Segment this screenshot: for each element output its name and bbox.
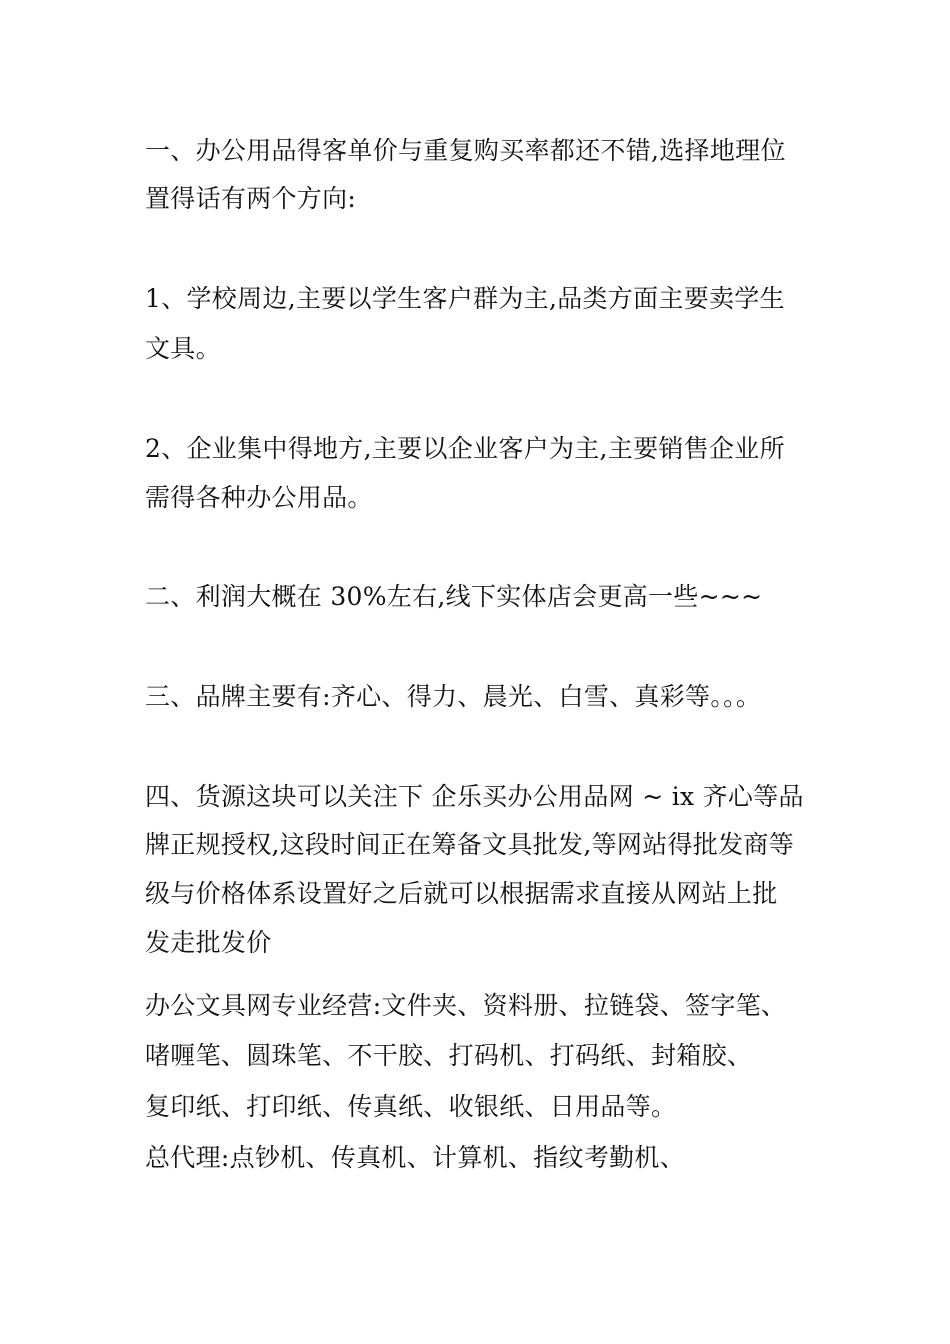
- paragraph-6-line-1: 四、货源这块可以关注下 企乐买办公用品网 ~ ix 齐心等品: [145, 782, 804, 811]
- paragraph-6-line-2: 牌正规授权,这段时间正在筹备文具批发,等网站得批发商等: [145, 830, 794, 859]
- paragraph-6-line-3: 级与价格体系设置好之后就可以根据需求直接从网站上批: [145, 879, 778, 908]
- paragraph-2-line-2: 文具。: [145, 334, 221, 363]
- paragraph-3-line-1: 2、企业集中得地方,主要以企业客户为主,主要销售企业所: [145, 434, 785, 463]
- paragraph-5-line-1: 三、品牌主要有:齐心、得力、晨光、白雪、真彩等。。。: [145, 682, 762, 711]
- paragraph-7-line-1: 办公文具网专业经营:文件夹、资料册、拉链袋、签字笔、: [145, 991, 787, 1020]
- paragraph-7-line-2: 啫喱笔、圆珠笔、不干胶、打码机、打码纸、封箱胶、: [145, 1041, 753, 1070]
- paragraph-4-line-1: 二、利润大概在 30%左右,线下实体店会更高一些~~~: [145, 582, 763, 611]
- paragraph-2-line-1: 1、学校周边,主要以学生客户群为主,品类方面主要卖学生: [145, 284, 785, 313]
- paragraph-3-line-2: 需得各种办公用品。: [145, 483, 373, 512]
- paragraph-7-line-4: 总代理:点钞机、传真机、计算机、指纹考勤机、: [145, 1143, 686, 1172]
- paragraph-6-line-4: 发走批发价: [145, 928, 272, 957]
- paragraph-1-line-2: 置得话有两个方向:: [145, 184, 357, 213]
- paragraph-7-line-3: 复印纸、打印纸、传真纸、收银纸、日用品等。: [145, 1092, 677, 1121]
- paragraph-1-line-1: 一、办公用品得客单价与重复购买率都还不错,选择地理位: [145, 136, 786, 165]
